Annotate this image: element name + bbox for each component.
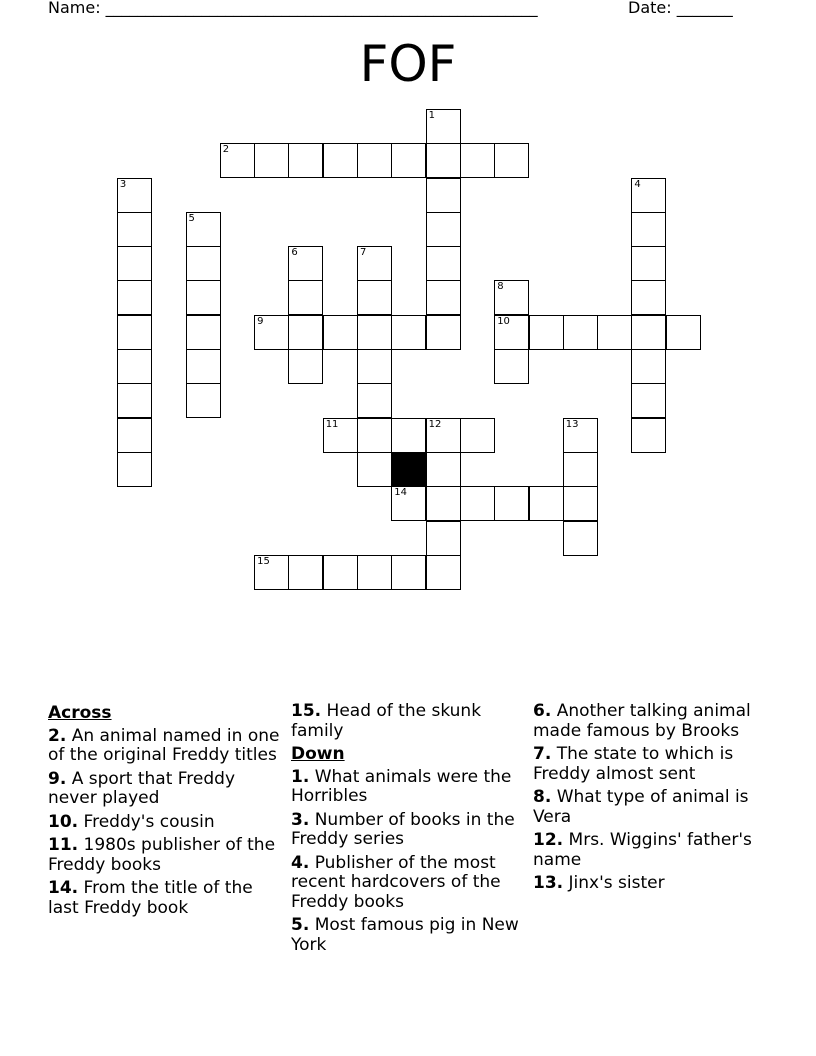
grid-cell[interactable] xyxy=(357,315,392,350)
clue-item-number: 13. xyxy=(533,873,564,893)
grid-cell[interactable] xyxy=(117,418,152,453)
grid-cell[interactable] xyxy=(426,418,461,453)
grid-block-cell xyxy=(391,452,426,487)
clue-item-text: Mrs. Wiggins' father's name xyxy=(533,830,752,870)
grid-cell[interactable] xyxy=(666,315,701,350)
clue-item-text: Jinx's sister xyxy=(568,873,665,893)
clue-item xyxy=(533,874,771,894)
clue-item xyxy=(291,854,529,913)
grid-cell[interactable] xyxy=(117,452,152,487)
grid-cell[interactable] xyxy=(323,315,358,350)
clue-item-text: Another talking animal made famous by Brooks xyxy=(533,701,751,741)
clue-number: 2 xyxy=(222,144,230,156)
clue-number: 4 xyxy=(634,178,641,190)
puzzle-title: FOF xyxy=(359,35,457,93)
grid-cell[interactable] xyxy=(460,418,495,453)
across-heading: Across xyxy=(48,703,112,723)
clue-item xyxy=(291,916,529,955)
grid-cell[interactable] xyxy=(254,143,289,178)
grid-cell[interactable] xyxy=(631,383,666,418)
clue-number: 13 xyxy=(565,418,579,430)
grid-cell[interactable] xyxy=(494,486,529,521)
grid-cell[interactable] xyxy=(529,315,564,350)
clue-item xyxy=(48,813,286,833)
grid-cell[interactable] xyxy=(117,349,152,384)
clue-item-text: From the title of the last Freddy book xyxy=(48,878,253,918)
grid-cell[interactable] xyxy=(391,555,426,590)
clues-column-1 xyxy=(48,702,286,922)
clue-item xyxy=(291,702,529,741)
down-clue-list xyxy=(291,768,529,956)
clue-number: 11 xyxy=(325,418,339,430)
clue-number: 3 xyxy=(119,178,127,190)
date-field-label: Date: _______ xyxy=(628,0,733,17)
clue-item xyxy=(533,745,771,784)
grid-cell[interactable] xyxy=(631,212,666,247)
clue-number: 9 xyxy=(257,315,264,327)
grid-cell[interactable] xyxy=(117,383,152,418)
clues-column-2 xyxy=(291,702,529,959)
grid-cell[interactable] xyxy=(391,315,426,350)
clue-number: 12 xyxy=(428,418,442,430)
grid-cell[interactable] xyxy=(631,178,666,213)
clue-item-number: 6. xyxy=(533,701,552,721)
grid-cell[interactable] xyxy=(186,349,221,384)
grid-cell[interactable] xyxy=(426,555,461,590)
clue-number: 5 xyxy=(188,212,195,224)
across-clue-list xyxy=(48,727,286,919)
clue-item-text: Head of the skunk family xyxy=(291,701,482,741)
grid-cell[interactable] xyxy=(288,143,323,178)
grid-cell[interactable] xyxy=(254,315,289,350)
clue-item-text: A sport that Freddy never played xyxy=(48,768,236,808)
grid-cell[interactable] xyxy=(494,143,529,178)
grid-cell[interactable] xyxy=(494,349,529,384)
grid-cell[interactable] xyxy=(426,212,461,247)
grid-cell[interactable] xyxy=(323,555,358,590)
clue-item-number: 1. xyxy=(291,766,310,787)
clue-item xyxy=(291,768,529,807)
grid-cell[interactable] xyxy=(186,280,221,315)
grid-cell[interactable] xyxy=(254,555,289,590)
grid-cell[interactable] xyxy=(426,143,461,178)
grid-cell[interactable] xyxy=(426,109,461,144)
grid-cell[interactable] xyxy=(426,315,461,350)
grid-cell[interactable] xyxy=(563,418,598,453)
clue-item xyxy=(533,702,771,741)
grid-cell[interactable] xyxy=(460,486,495,521)
grid-cell[interactable] xyxy=(117,178,152,213)
clue-item-text: Most famous pig in New York xyxy=(291,915,519,955)
grid-cell[interactable] xyxy=(357,383,392,418)
clue-item-number: 10. xyxy=(48,811,79,832)
clue-item-number: 9. xyxy=(48,768,67,789)
grid-cell[interactable] xyxy=(426,246,461,281)
clue-item xyxy=(48,727,286,766)
grid-cell[interactable] xyxy=(426,452,461,487)
clue-item-number: 4. xyxy=(291,852,310,873)
grid-cell[interactable] xyxy=(357,555,392,590)
clue-item-number: 15. xyxy=(291,701,322,721)
clue-item xyxy=(533,831,771,870)
clue-item xyxy=(48,836,286,875)
grid-cell[interactable] xyxy=(186,315,221,350)
clue-item xyxy=(48,770,286,809)
name-field-label: Name: ______________________________________________________ xyxy=(48,0,538,17)
grid-cell[interactable] xyxy=(357,280,392,315)
grid-cell[interactable] xyxy=(186,212,221,247)
clue-item-text: Number of books in the Freddy series xyxy=(291,809,515,849)
grid-cell[interactable] xyxy=(563,452,598,487)
grid-cell[interactable] xyxy=(117,315,152,350)
grid-cell[interactable] xyxy=(117,280,152,315)
grid-cell[interactable] xyxy=(186,383,221,418)
grid-cell[interactable] xyxy=(426,178,461,213)
clue-number: 7 xyxy=(360,247,367,259)
clue-item-text: What animals were the Horribles xyxy=(291,766,512,806)
grid-cell[interactable] xyxy=(288,280,323,315)
grid-cell[interactable] xyxy=(426,486,461,521)
clue-number: 10 xyxy=(497,315,510,327)
grid-cell[interactable] xyxy=(391,143,426,178)
grid-cell[interactable] xyxy=(563,486,598,521)
clue-item-text: Freddy's cousin xyxy=(83,811,215,832)
clue-item-text: What type of animal is Vera xyxy=(533,787,749,827)
grid-cell[interactable] xyxy=(391,486,426,521)
clue-item-number: 7. xyxy=(533,744,552,764)
clue-item-number: 11. xyxy=(48,835,79,855)
grid-cell[interactable] xyxy=(631,280,666,315)
grid-cell[interactable] xyxy=(357,349,392,384)
clue-item-number: 5. xyxy=(291,915,310,935)
grid-cell[interactable] xyxy=(288,315,323,350)
grid-cell[interactable] xyxy=(460,143,495,178)
grid-cell[interactable] xyxy=(426,521,461,556)
clue-item-text: Publisher of the most recent hardcovers of the Freddy books xyxy=(291,852,501,912)
clue-number: 6 xyxy=(291,247,298,259)
grid-cell[interactable] xyxy=(426,280,461,315)
clue-item-text: 1980s publisher of the Freddy books xyxy=(48,835,276,875)
grid-cell[interactable] xyxy=(220,143,255,178)
across-clue-list-continued xyxy=(291,702,529,741)
grid-cell[interactable] xyxy=(357,143,392,178)
grid-cell[interactable] xyxy=(357,418,392,453)
grid-cell[interactable] xyxy=(357,246,392,281)
clue-item-text: An animal named in one of the original Freddy titles xyxy=(48,725,280,765)
grid-cell[interactable] xyxy=(288,246,323,281)
clue-item xyxy=(533,788,771,827)
down-heading: Down xyxy=(291,744,345,764)
grid-cell[interactable] xyxy=(563,521,598,556)
clue-number: 1 xyxy=(428,109,435,121)
grid-cell[interactable] xyxy=(494,280,529,315)
grid-cell[interactable] xyxy=(631,246,666,281)
clue-number: 14 xyxy=(394,487,408,499)
grid-cell[interactable] xyxy=(323,418,358,453)
grid-cell[interactable] xyxy=(631,315,666,350)
clues-column-3 xyxy=(533,702,771,898)
grid-cell[interactable] xyxy=(563,315,598,350)
grid-cell[interactable] xyxy=(631,349,666,384)
grid-cell[interactable] xyxy=(494,315,529,350)
down-clue-list-continued xyxy=(533,702,771,894)
grid-cell[interactable] xyxy=(391,418,426,453)
clue-item xyxy=(291,811,529,850)
grid-cell[interactable] xyxy=(597,315,632,350)
clue-item-number: 2. xyxy=(48,725,67,746)
grid-cell[interactable] xyxy=(117,246,152,281)
clue-number: 8 xyxy=(497,281,504,293)
clue-item-number: 3. xyxy=(291,809,310,830)
grid-cell[interactable] xyxy=(357,452,392,487)
grid-cell[interactable] xyxy=(631,418,666,453)
grid-cell[interactable] xyxy=(323,143,358,178)
grid-cell[interactable] xyxy=(288,555,323,590)
clue-number: 15 xyxy=(257,555,270,567)
clue-item-number: 12. xyxy=(533,830,564,850)
clue-item xyxy=(48,879,286,918)
clue-item-text: The state to which is Freddy almost sent xyxy=(533,744,734,784)
clue-item-number: 14. xyxy=(48,878,79,898)
grid-cell[interactable] xyxy=(288,349,323,384)
clue-item-number: 8. xyxy=(533,787,552,807)
grid-cell[interactable] xyxy=(117,212,152,247)
grid-cell[interactable] xyxy=(529,486,564,521)
grid-cell[interactable] xyxy=(186,246,221,281)
